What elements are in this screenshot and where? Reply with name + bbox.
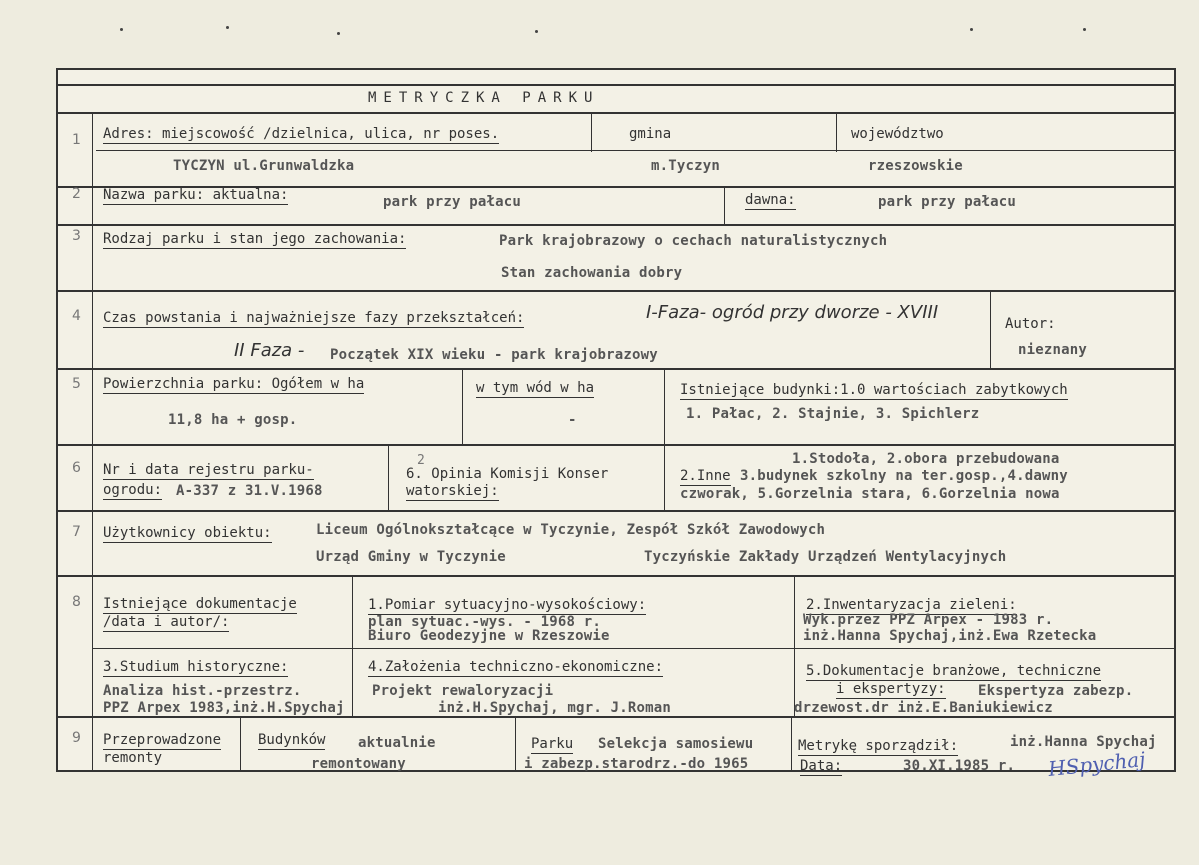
buildings-repair-value-line2: remontowany — [311, 756, 406, 772]
author-label: Autor: — [1005, 316, 1056, 332]
repairs-label-line2: remonty — [103, 750, 163, 766]
phase-two-value: Początek XIX wieku - park krajobrazowy — [330, 347, 658, 363]
buildings-repair-label: Budynków — [258, 732, 326, 748]
prepared-by-value: inż.Hanna Spychaj — [1010, 734, 1157, 750]
users-label: Użytkownicy obiektu: — [103, 525, 272, 541]
gmina-value: m.Tyczyn — [651, 158, 721, 174]
branch-docs-value-line2: drzewost.dr inż.E.Baniukiewicz — [794, 700, 1053, 716]
branch-docs-label-line2: i ekspertyzy: — [836, 681, 946, 697]
park-type-value: Park krajobrazowy o cechach naturalistycznych — [499, 233, 888, 249]
park-name-label: Nazwa parku: aktualna: — [103, 187, 289, 203]
address-label: Adres: miejscowość /dzielnica, ulica, nr poses. — [103, 126, 500, 142]
author-value: nieznany — [1018, 342, 1088, 358]
creation-phases-label: Czas powstania i najważniejsze fazy przekształceń: — [103, 310, 525, 326]
tech-econ-value-line2: inż.H.Spychaj, mgr. J.Roman — [438, 700, 671, 716]
buildings-repair-value-line1: aktualnie — [358, 735, 436, 751]
park-repair-label: Parku — [531, 736, 574, 752]
phase-two-handwritten: II Faza - — [234, 340, 305, 361]
opinion-label-line2: watorskiej: — [406, 483, 499, 499]
repairs-label-line1: Przeprowadzone — [103, 732, 222, 748]
row-number: 3 — [72, 228, 81, 244]
row-number: 5 — [72, 376, 81, 392]
users-line2-office: Urząd Gminy w Tyczynie — [316, 549, 506, 565]
former-name-label: dawna: — [745, 192, 796, 208]
greenery-inventory-value-line2: inż.Hanna Spychaj,inż.Ewa Rzetecka — [803, 628, 1097, 644]
row-number: 8 — [72, 594, 81, 610]
row-number: 4 — [72, 308, 81, 324]
greenery-inventory-value-line1: Wyk.przez PPZ Arpex - 1983 r. — [803, 612, 1054, 628]
park-type-label: Rodzaj parku i stan jego zachowania: — [103, 231, 407, 247]
park-repair-value-line2: i zabezp.starodrz.-do 1965 — [524, 756, 749, 772]
registry-label-line2: ogrodu: — [103, 482, 163, 498]
date-value: 30.XI.1985 r. — [903, 758, 1016, 774]
opinion-superscript: 2 — [417, 453, 425, 468]
opinion-label-line1: 6. Opinia Komisji Konser — [406, 466, 609, 482]
greenery-inventory-label: 2.Inwentaryzacja zieleni: — [806, 597, 1017, 613]
former-name-value: park przy pałacu — [878, 194, 1017, 210]
row-number: 7 — [72, 524, 81, 540]
survey-label: 1.Pomiar sytuacyjno-wysokościowy: — [368, 597, 647, 613]
park-name-value: park przy pałacu — [383, 194, 522, 210]
branch-docs-value-line1: Ekspertyza zabezp. — [978, 683, 1134, 699]
tech-econ-value-line1: Projekt rewaloryzacji — [372, 683, 554, 699]
area-label: Powierzchnia parku: Ogółem w ha — [103, 376, 365, 392]
other-buildings-label: 2.Inne — [680, 468, 731, 484]
other-buildings-line2: 3.budynek szkolny na ter.gosp.,4.dawny — [740, 468, 1068, 484]
users-line2-factory: Tyczyńskie Zakłady Urządzeń Wentylacyjnych — [644, 549, 1007, 565]
other-buildings-line3: czworak, 5.Gorzelnia stara, 6.Gorzelnia nowa — [680, 486, 1060, 502]
prepared-by-label: Metrykę sporządził: — [798, 738, 959, 754]
history-study-value-line2: PPZ Arpex 1983,inż.H.Spychaj — [103, 700, 345, 716]
existing-buildings-label: Istniejące budynki:1.0 wartościach zabytkowych — [680, 382, 1068, 398]
survey-value-line1: plan sytuac.-wys. - 1968 r. — [368, 614, 601, 630]
docs-label-line2: /data i autor/: — [103, 614, 230, 630]
registry-value: A-337 z 31.V.1968 — [176, 483, 323, 499]
voivodeship-label: województwo — [851, 126, 944, 142]
park-record-card — [56, 68, 1176, 782]
tech-econ-label: 4.Założenia techniczno-ekonomiczne: — [368, 659, 664, 675]
history-study-label: 3.Studium historyczne: — [103, 659, 289, 675]
address-value: TYCZYN ul.Grunwaldzka — [173, 158, 355, 174]
registry-label-line1: Nr i data rejestru parku- — [103, 462, 314, 478]
row-number: 6 — [72, 460, 81, 476]
docs-label-line1: Istniejące dokumentacje — [103, 596, 297, 612]
branch-docs-label-line1: 5.Dokumentacje branżowe, techniczne — [806, 663, 1102, 679]
card-title: METRYCZKA PARKU — [368, 90, 600, 106]
history-study-value-line1: Analiza hist.-przestrz. — [103, 683, 302, 699]
row-number: 1 — [72, 132, 81, 148]
row-number: 9 — [72, 730, 81, 746]
other-buildings-line1: 1.Stodoła, 2.obora przebudowana — [792, 451, 1060, 467]
users-line1: Liceum Ogólnokształcące w Tyczynie, Zespół Szkół Zawodowych — [316, 522, 826, 538]
survey-value-line2: Biuro Geodezyjne w Rzeszowie — [368, 628, 610, 644]
signature: HSpychaj — [1047, 746, 1147, 782]
area-value: 11,8 ha + gosp. — [168, 412, 298, 428]
row-number: 2 — [72, 186, 81, 202]
voivodeship-value: rzeszowskie — [868, 158, 963, 174]
phase-one-handwritten: I-Faza- ogród przy dworze - XVIII — [646, 302, 939, 323]
park-repair-value-line1: Selekcja samosiewu — [598, 736, 754, 752]
date-label: Data: — [800, 758, 843, 774]
water-value: - — [568, 412, 577, 428]
water-label: w tym wód w ha — [476, 380, 595, 396]
existing-buildings-value: 1. Pałac, 2. Stajnie, 3. Spichlerz — [686, 406, 980, 422]
preservation-state-value: Stan zachowania dobry — [501, 265, 683, 281]
gmina-label: gmina — [629, 126, 672, 142]
